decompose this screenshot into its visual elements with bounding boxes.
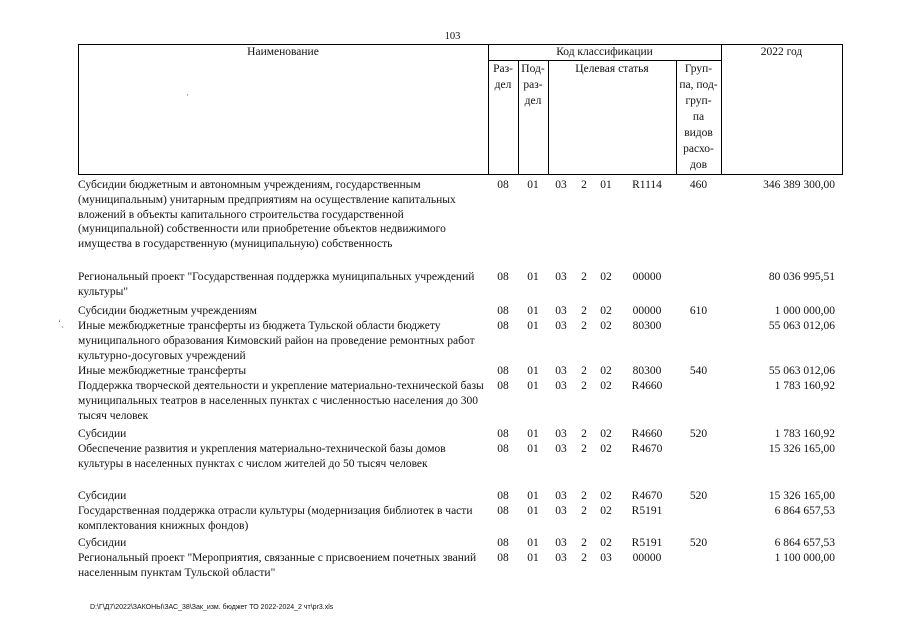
header-year: 2022 год [760,46,803,58]
header-podrazdel: Под- раз- дел [521,63,545,107]
row-amount: 55 063 012,06 [768,365,835,377]
row-ts1: 03 [555,428,567,440]
row-amount: 346 389 300,00 [763,179,835,191]
row-vr: 520 [689,537,708,549]
row-ts4: 00000 [632,552,662,564]
row-ts4: R5191 [631,537,663,549]
row-podrazdel: 01 [527,443,539,455]
row-razdel: 08 [497,505,509,517]
row-ts1: 03 [555,365,567,377]
row-amount: 1 100 000,00 [774,552,835,564]
row-name: Субсидии [78,537,127,549]
row-ts2: 2 [581,271,587,283]
row-name: Субсидии бюджетным и автономным учреждениям, государственным (муниципальным) унитарным предприятиям на осуществление капитальных вложений в объекты капитального строительства государственной (муниципальной) собственности или приобретение объектов недвижимого имущества в государственную (муниципальную) собственность [78,179,456,251]
row-amount: 1 000 000,00 [774,305,835,317]
row-podrazdel: 01 [527,365,539,377]
row-ts2: 2 [581,428,587,440]
row-name: Государственная поддержка отрасли культуры (модернизация библиотек в части комплектования книжных фондов) [78,505,473,532]
row-ts3: 01 [600,179,612,191]
header-razdel: Раз- дел [493,63,513,91]
row-amount: 80 036 995,51 [768,271,835,283]
row-name: Иные межбюджетные трансферты [78,365,247,377]
row-ts1: 03 [555,320,567,332]
row-razdel: 08 [497,537,509,549]
row-vr: 540 [689,365,708,377]
row-podrazdel: 01 [527,552,539,564]
row-amount: 1 783 160,92 [774,380,835,392]
row-ts2: 2 [581,380,587,392]
row-ts1: 03 [555,490,567,502]
row-ts3: 02 [600,428,612,440]
row-razdel: 08 [497,305,509,317]
row-ts3: 03 [600,552,612,564]
row-ts4: R4660 [631,380,663,392]
row-name: Субсидии [78,428,127,440]
row-razdel: 08 [497,365,509,377]
row-ts3: 02 [600,490,612,502]
row-amount: 15 326 165,00 [768,443,835,455]
row-ts2: 2 [581,490,587,502]
row-ts3: 02 [600,365,612,377]
row-ts1: 03 [555,380,567,392]
row-amount: 1 783 160,92 [774,428,835,440]
row-amount: 6 864 657,53 [774,537,835,549]
row-ts3: 02 [600,305,612,317]
row-ts4: R4670 [631,490,663,502]
row-ts4: R4660 [631,428,663,440]
row-ts1: 03 [555,443,567,455]
row-podrazdel: 01 [527,505,539,517]
row-name: Субсидии бюджетным учреждениям [78,305,257,317]
row-podrazdel: 01 [527,380,539,392]
header-tselevaya: Целевая статья [575,63,649,75]
header-name: Наименование [247,46,319,58]
row-ts2: 2 [581,443,587,455]
row-podrazdel: 01 [527,428,539,440]
row-ts2: 2 [581,552,587,564]
row-ts4: R5191 [631,505,663,517]
header-classification: Код классификации [556,46,653,58]
row-podrazdel: 01 [527,490,539,502]
row-name: Региональный проект "Мероприятия, связанные с присвоением почетных званий населенным пунктам Тульской области" [78,552,477,579]
row-razdel: 08 [497,443,509,455]
row-ts1: 03 [555,305,567,317]
row-ts4: R4670 [631,443,663,455]
row-ts3: 02 [600,271,612,283]
row-ts4: 80300 [632,365,662,377]
row-razdel: 08 [497,490,509,502]
row-razdel: 08 [497,179,509,191]
row-ts4: 80300 [632,320,662,332]
row-ts3: 02 [600,505,612,517]
row-name: Региональный проект "Государственная поддержка муниципальных учреждений культуры" [78,271,475,298]
table-header: Наименование Код классификации 2022 год Раз- дел Под- раз- дел Целевая статья Груп- па, под- груп- па видов расхо- дов · [78,44,843,174]
row-ts4: 00000 [632,271,662,283]
row-razdel: 08 [497,380,509,392]
row-ts2: 2 [581,537,587,549]
row-name: Поддержка творческой деятельности и укрепление материально-технической базы муниципальных театров в населенных пунктах с численностью населения до 300 тысяч человек [78,380,484,422]
row-ts2: 2 [581,305,587,317]
row-podrazdel: 01 [527,320,539,332]
row-podrazdel: 01 [527,179,539,191]
row-vr: 520 [689,428,708,440]
row-vr: 520 [689,490,708,502]
row-name: Иные межбюджетные трансферты из бюджета Тульской области бюджету муниципального образования Кимовский район на проведение ремонтных работ культурно-досуговых учреждений [78,320,475,362]
row-razdel: 08 [497,271,509,283]
row-ts1: 03 [555,271,567,283]
row-ts2: 2 [581,505,587,517]
row-razdel: 08 [497,552,509,564]
row-name: Обеспечение развития и укрепления материально-технической базы домов культуры в населенных пунктах с числом жителей до 50 тысяч человек [78,443,446,470]
row-podrazdel: 01 [527,537,539,549]
header-gruppa: Груп- па, под- груп- па видов расхо- дов [679,63,718,171]
row-ts3: 02 [600,537,612,549]
row-vr: 610 [689,305,708,317]
row-podrazdel: 01 [527,271,539,283]
row-ts1: 03 [555,537,567,549]
row-ts4: 00000 [632,305,662,317]
row-ts2: 2 [581,179,587,191]
row-podrazdel: 01 [527,305,539,317]
row-ts3: 02 [600,443,612,455]
row-ts3: 02 [600,320,612,332]
row-ts3: 02 [600,380,612,392]
row-ts1: 03 [555,505,567,517]
row-ts2: 2 [581,320,587,332]
file-path-footer: D:\Г\Д7\2022\ЗАКОНЫ\ЗАС_38\Зак_изм. бюджет ТО 2022-2024_2 чт\pr3.xls [90,604,334,611]
row-ts2: 2 [581,365,587,377]
page-number: 103 [444,31,461,42]
row-amount: 55 063 012,06 [768,320,835,332]
row-razdel: 08 [497,320,509,332]
row-ts1: 03 [555,552,567,564]
row-amount: 6 864 657,53 [774,505,835,517]
row-vr: 460 [689,179,708,191]
row-name: Субсидии [78,490,127,502]
row-amount: 15 326 165,00 [768,490,835,502]
row-ts4: R1114 [632,179,662,191]
row-ts1: 03 [555,179,567,191]
row-razdel: 08 [497,428,509,440]
